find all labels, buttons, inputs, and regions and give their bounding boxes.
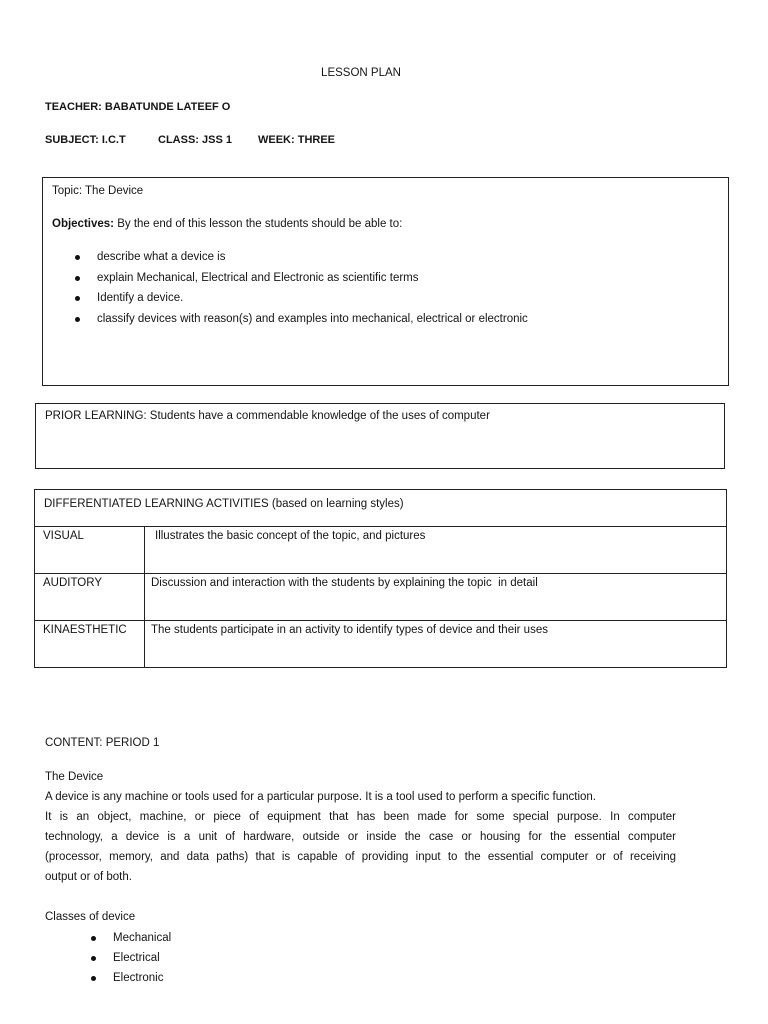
- objective-text: classify devices with reason(s) and examples into mechanical, electrical or electronic: [97, 312, 528, 325]
- class-text: Electronic: [113, 972, 164, 984]
- topic-line: Topic: The Device: [52, 185, 144, 197]
- objectives-label: Objectives:: [52, 218, 114, 230]
- bullet-icon: [91, 936, 96, 941]
- learning-style-cell: KINAESTHETIC: [35, 621, 145, 667]
- list-item: [91, 968, 171, 988]
- activities-table: [34, 489, 727, 668]
- table-row: [35, 621, 726, 667]
- subject-label: SUBJECT: I.C.T: [45, 134, 126, 146]
- bullet-icon: [91, 956, 96, 961]
- paragraph-line: (processor, memory, and data paths) that is capable of providing input to the essential computer or of receiving: [45, 851, 676, 863]
- prior-learning-text: PRIOR LEARNING: Students have a commendable knowledge of the uses of computer: [45, 410, 490, 422]
- objectives-intro: By the end of this lesson the students should be able to:: [117, 218, 403, 230]
- class-label: CLASS: JSS 1: [158, 134, 232, 146]
- bullet-icon: [75, 276, 80, 281]
- paragraph-line: technology, a device is a unit of hardware, outside or inside the case or housing for the essential computer: [45, 831, 676, 843]
- prior-learning-box: [35, 403, 725, 469]
- objectives-line: [52, 217, 402, 231]
- classes-heading: Classes of device: [45, 911, 136, 923]
- activity-cell: Illustrates the basic concept of the topic, and pictures: [155, 530, 426, 542]
- content-heading: CONTENT: PERIOD 1: [45, 737, 160, 749]
- page-title: LESSON PLAN: [321, 67, 401, 79]
- activities-table-header: DIFFERENTIATED LEARNING ACTIVITIES (based on learning styles): [35, 490, 726, 527]
- objectives-list: [75, 247, 528, 329]
- class-text: Mechanical: [113, 932, 172, 944]
- learning-style-cell: AUDITORY: [35, 574, 145, 620]
- class-text: Electrical: [113, 952, 160, 964]
- table-row: [35, 574, 726, 621]
- paragraph-line: A device is any machine or tools used for a particular purpose. It is a tool used to perform a specific function.: [45, 791, 597, 803]
- topic-box: [42, 177, 729, 386]
- list-item: [75, 247, 528, 268]
- learning-style-cell: VISUAL: [35, 527, 145, 573]
- bullet-icon: [91, 976, 96, 981]
- week-label: WEEK: THREE: [258, 134, 335, 146]
- teacher-line: TEACHER: BABATUNDE LATEEF O: [45, 101, 231, 113]
- objective-text: describe what a device is: [97, 251, 226, 263]
- list-item: [91, 928, 171, 948]
- classes-list: [91, 928, 171, 988]
- activity-cell: Discussion and interaction with the students by explaining the topic in detail: [151, 577, 538, 589]
- list-item: [91, 948, 171, 968]
- content-paragraph: [45, 787, 676, 887]
- table-row: [35, 527, 726, 574]
- list-item: [75, 268, 528, 289]
- objective-text: Identify a device.: [97, 292, 184, 305]
- content-subheading: The Device: [45, 771, 104, 783]
- paragraph-line: It is an object, machine, or piece of equipment that has been made for some special purpose. In computer: [45, 811, 676, 823]
- bullet-icon: [75, 255, 80, 260]
- paragraph-line: output or of both.: [45, 871, 132, 883]
- activity-cell: The students participate in an activity to identify types of device and their uses: [151, 624, 548, 636]
- bullet-icon: [75, 317, 80, 322]
- list-item: [75, 288, 528, 309]
- objective-text: explain Mechanical, Electrical and Electronic as scientific terms: [97, 271, 419, 284]
- list-item: [75, 309, 528, 330]
